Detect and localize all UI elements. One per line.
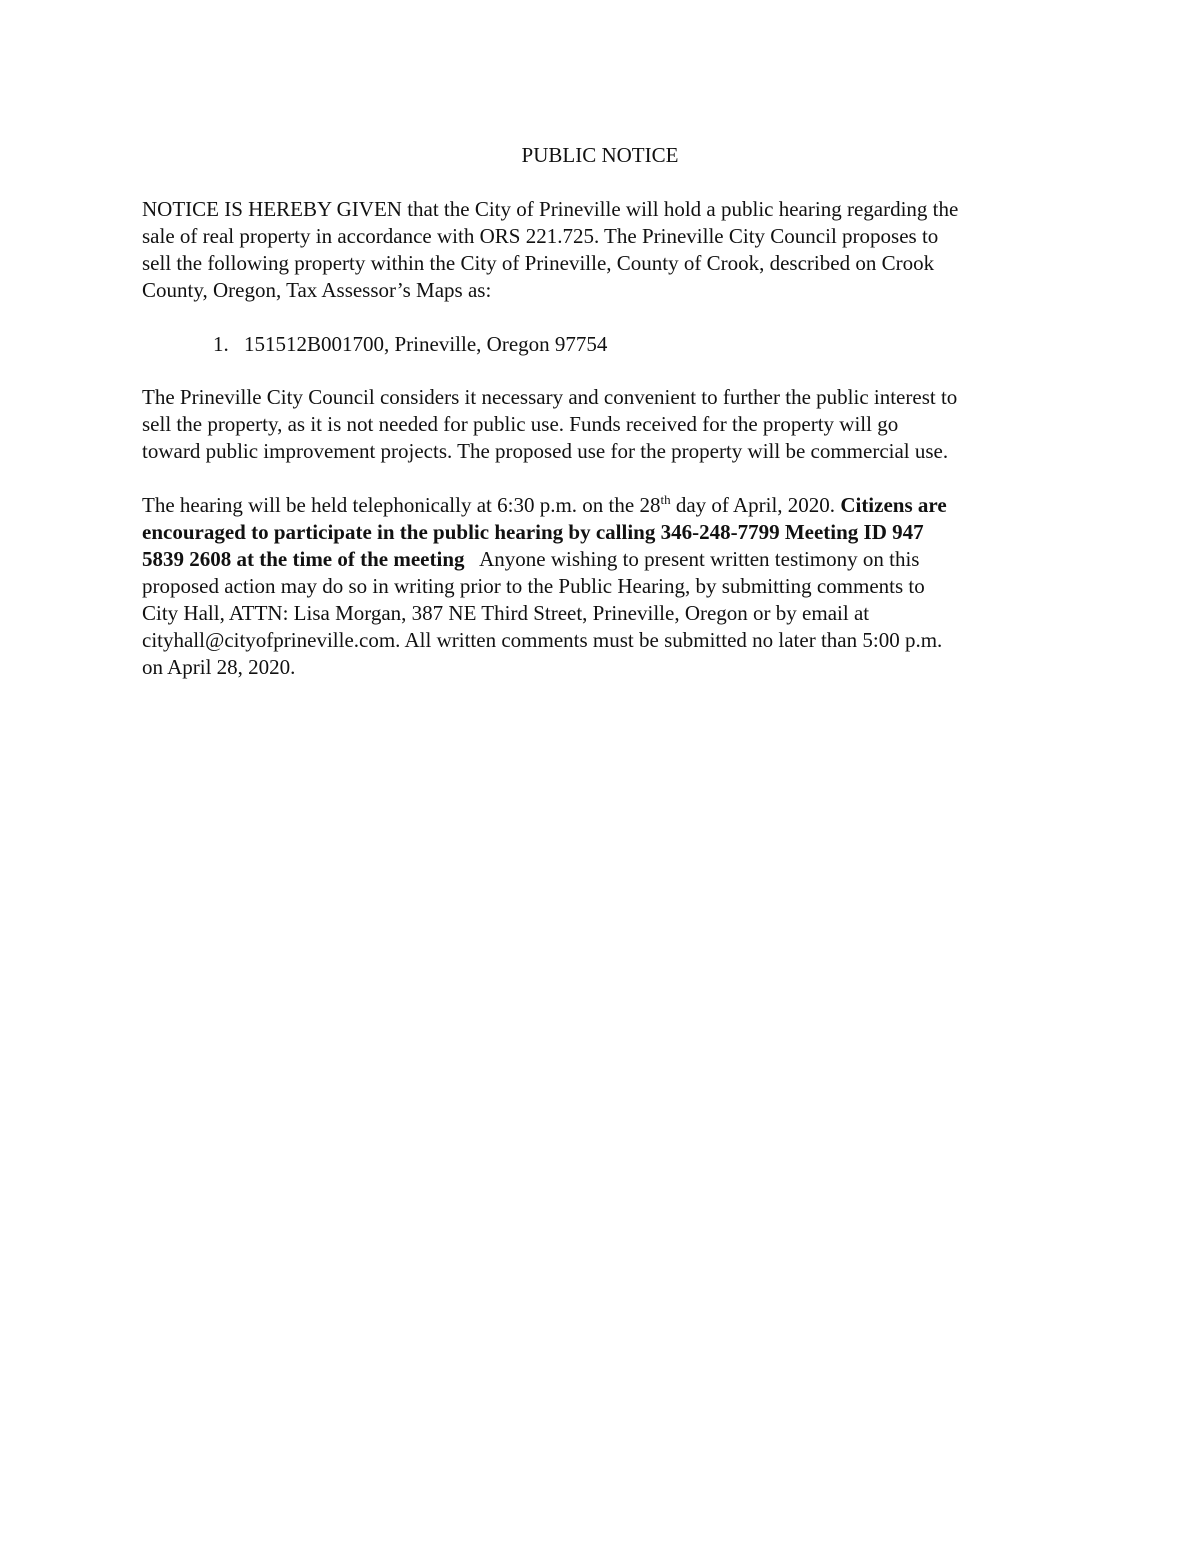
notice-paragraph-purpose bbox=[142, 384, 1072, 465]
paragraph-line: sell the property, as it is not needed for public use. Funds received for the property will go bbox=[142, 412, 899, 436]
paragraph-line bbox=[142, 519, 1072, 546]
list-number: 1. bbox=[213, 332, 229, 356]
notice-paragraph-hearing bbox=[142, 492, 1072, 681]
paragraph-line: toward public improvement projects. The proposed use for the property will be commercial use. bbox=[142, 439, 949, 463]
paragraph-line: cityhall@cityofprineville.com. All written comments must be submitted no later than 5:00 p.m. bbox=[142, 628, 943, 652]
paragraph-line: City Hall, ATTN: Lisa Morgan, 387 NE Third Street, Prineville, Oregon or by email at bbox=[142, 601, 870, 625]
paragraph-line bbox=[142, 492, 1072, 519]
paragraph-line: sell the following property within the City of Prineville, County of Crook, described on Crook bbox=[142, 251, 935, 275]
paragraph-line: NOTICE IS HEREBY GIVEN that the City of Prineville will hold a public hearing regarding the bbox=[142, 197, 959, 221]
paragraph-line: sale of real property in accordance with ORS 221.725. The Prineville City Council proposes to bbox=[142, 224, 939, 248]
notice-paragraph-intro bbox=[142, 196, 1072, 304]
paragraph-line bbox=[142, 546, 1072, 573]
hearing-date-text: day of April, 2020. bbox=[670, 493, 841, 517]
notice-title: PUBLIC NOTICE bbox=[521, 143, 679, 167]
paragraph-line: on April 28, 2020. bbox=[142, 655, 296, 679]
paragraph-line: The Prineville City Council considers it necessary and convenient to further the public interest to bbox=[142, 385, 958, 409]
ordinal-suffix: th bbox=[660, 492, 671, 507]
call-instructions-bold: 5839 2608 at the time of the meeting bbox=[142, 547, 465, 571]
property-id: 151512B001700, Prineville, Oregon 97754 bbox=[244, 332, 608, 356]
call-instructions-bold: encouraged to participate in the public hearing by calling 346-248-7799 Meeting ID 947 bbox=[142, 520, 924, 544]
hearing-text: The hearing will be held telephonically at 6:30 p.m. on the 28 bbox=[142, 493, 661, 517]
property-list-item bbox=[213, 331, 607, 358]
paragraph-line: County, Oregon, Tax Assessor’s Maps as: bbox=[142, 278, 492, 302]
paragraph-line: proposed action may do so in writing prior to the Public Hearing, by submitting comments to bbox=[142, 574, 925, 598]
call-instructions-bold: Citizens are bbox=[840, 493, 947, 517]
testimony-text: Anyone wishing to present written testimony on this bbox=[464, 547, 920, 571]
